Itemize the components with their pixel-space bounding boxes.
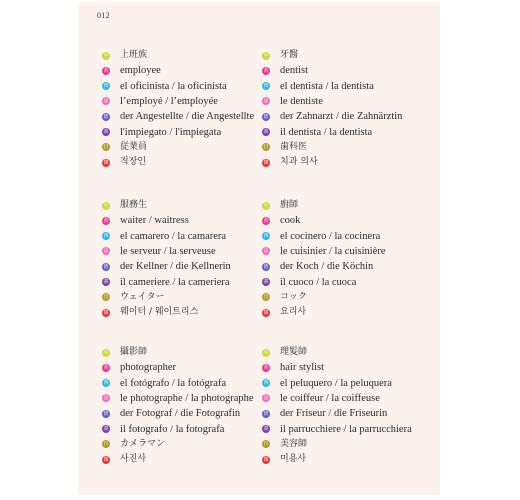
entry-text-en: waiter / waitress	[120, 215, 189, 227]
entry-row-es	[262, 229, 380, 244]
entry-text-zh: 攝影師	[120, 347, 148, 357]
entry-text-fr: le coiffeur / la coiffeuse	[280, 392, 380, 404]
entry-text-fr: le dentiste	[280, 95, 323, 107]
language-badge-zh-icon: 中	[103, 349, 109, 356]
entry-row-zh	[102, 345, 147, 360]
language-badge-zh-icon: 中	[103, 202, 109, 209]
entry-text-en: photographer	[120, 362, 176, 374]
entry-row-de	[102, 109, 254, 124]
entry-text-ko: 사진사	[120, 454, 147, 465]
entry-row-ja	[102, 140, 147, 155]
entry-row-fr	[262, 391, 380, 406]
entry-row-ja	[262, 140, 307, 155]
language-badge-ja-icon: 日	[103, 441, 109, 448]
entry-text-es: el oficinista / la oficinista	[120, 80, 227, 92]
entry-row-zh	[102, 198, 147, 213]
entry-text-zh: 理髮師	[280, 347, 308, 357]
entry-text-ja: コック	[280, 291, 307, 302]
entry-row-fr	[102, 94, 218, 109]
language-badge-ko-icon: 韓	[103, 456, 109, 463]
entry-text-es: el cocinero / la cocinera	[280, 230, 381, 242]
language-badge-ja-icon: 日	[263, 294, 269, 301]
language-badge-en-icon: 英	[263, 67, 269, 74]
entry-row-de	[102, 406, 240, 421]
language-badge-ko-icon: 韓	[263, 159, 269, 166]
language-badge-es-icon: 西	[103, 380, 109, 387]
language-badge-en-icon: 英	[103, 217, 109, 224]
entry-text-fr: le photographe / la photographe	[120, 392, 254, 404]
entry-row-es	[262, 376, 392, 391]
entry-row-en	[262, 213, 300, 228]
language-badge-fr-icon: 法	[103, 395, 109, 402]
entry-text-ko: 직장인	[120, 157, 147, 168]
language-badge-es-icon: 西	[263, 380, 269, 387]
entry-row-en	[262, 360, 324, 375]
entry-row-ko	[102, 155, 146, 170]
entry-row-es	[102, 229, 226, 244]
page-number: 012	[97, 11, 110, 20]
language-badge-zh-icon: 中	[103, 52, 109, 59]
entry-row-it	[102, 422, 224, 437]
language-badge-es-icon: 西	[263, 83, 269, 90]
entry-text-en: dentist	[280, 65, 308, 77]
language-badge-zh-icon: 中	[263, 202, 269, 209]
page-sheet	[78, 2, 440, 495]
entry-text-ko: 치과 의사	[280, 157, 318, 168]
language-badge-fr-icon: 法	[263, 248, 269, 255]
language-badge-ko-icon: 韓	[263, 456, 269, 463]
entry-row-zh	[262, 198, 298, 213]
language-badge-de-icon: 德	[103, 263, 109, 270]
language-badge-ja-icon: 日	[103, 294, 109, 301]
entry-row-it	[102, 275, 230, 290]
entry-text-ja: 美容師	[280, 438, 308, 449]
entry-row-it	[102, 125, 221, 140]
entry-text-zh: 服務生	[120, 200, 148, 210]
entry-text-es: el camarero / la camarera	[120, 230, 227, 242]
entry-row-en	[262, 63, 308, 78]
entry-text-en: employee	[120, 65, 161, 77]
language-badge-zh-icon: 中	[263, 52, 269, 59]
entry-text-en: cook	[280, 215, 301, 227]
language-badge-zh-icon: 中	[263, 349, 269, 356]
entry-row-de	[262, 259, 373, 274]
entry-row-it	[262, 422, 412, 437]
entry-row-de	[262, 406, 387, 421]
entry-row-zh	[262, 48, 298, 63]
language-badge-es-icon: 西	[263, 233, 269, 240]
entry-row-ko	[262, 155, 318, 170]
language-badge-it-icon: 義	[103, 129, 109, 135]
language-badge-fr-icon: 法	[103, 248, 109, 255]
entry-row-ja	[102, 290, 165, 305]
entry-row-fr	[102, 244, 216, 259]
language-badge-ja-icon: 日	[263, 144, 269, 151]
language-badge-it-icon: 義	[103, 279, 109, 285]
language-badge-it-icon: 義	[263, 129, 269, 135]
entry-text-de: der Friseur / die Friseurin	[280, 408, 388, 420]
entry-text-zh: 廚師	[280, 200, 299, 210]
entry-text-de: der Kellner / die Kellnerin	[120, 261, 231, 273]
language-badge-ja-icon: 日	[103, 144, 109, 151]
entry-row-de	[102, 259, 231, 274]
entry-text-fr: l’employé / l’employée	[120, 95, 218, 107]
language-badge-en-icon: 英	[263, 217, 269, 224]
language-badge-it-icon: 義	[103, 426, 109, 432]
language-badge-ko-icon: 韓	[103, 159, 109, 166]
language-badge-es-icon: 西	[103, 83, 109, 90]
entry-text-en: hair stylist	[280, 362, 325, 374]
language-badge-ja-icon: 日	[263, 441, 269, 448]
entry-text-de: der Koch / die Köchin	[280, 261, 374, 273]
entry-text-fr: le cuisinier / la cuisinière	[280, 245, 386, 257]
entry-row-ja	[102, 437, 165, 452]
entry-text-ja: 従業員	[120, 141, 148, 152]
entry-text-ja: カメラマン	[120, 438, 166, 449]
entry-row-zh	[102, 48, 147, 63]
entry-text-de: der Zahnarzt / die Zahnärztin	[280, 111, 403, 123]
entry-row-fr	[102, 391, 254, 406]
language-badge-de-icon: 德	[263, 263, 269, 270]
entry-row-ko	[102, 452, 146, 467]
language-badge-it-icon: 義	[263, 279, 269, 285]
entry-row-fr	[262, 94, 323, 109]
entry-row-es	[262, 79, 374, 94]
entry-text-it: il parrucchiere / la parrucchiera	[280, 423, 412, 435]
entry-text-de: der Angestellte / die Angestellte	[120, 111, 255, 123]
entry-text-es: el dentista / la dentista	[280, 80, 374, 92]
entry-row-de	[262, 109, 402, 124]
language-badge-de-icon: 德	[263, 113, 269, 120]
entry-text-ko: 요리사	[280, 307, 307, 318]
entry-row-es	[102, 376, 226, 391]
entry-row-en	[102, 213, 189, 228]
entry-text-ja: 歯科医	[280, 141, 308, 152]
entry-text-zh: 牙醫	[280, 50, 299, 60]
entry-text-de: der Fotograf / die Fotografin	[120, 408, 241, 420]
language-badge-fr-icon: 法	[263, 395, 269, 402]
entry-row-ja	[262, 437, 307, 452]
language-badge-en-icon: 英	[263, 364, 269, 371]
language-badge-en-icon: 英	[103, 364, 109, 371]
entry-row-zh	[262, 345, 307, 360]
entry-row-it	[262, 125, 372, 140]
language-badge-fr-icon: 法	[263, 98, 269, 105]
language-badge-it-icon: 義	[263, 426, 269, 432]
entry-row-en	[102, 63, 161, 78]
entry-text-zh: 上班族	[120, 50, 148, 60]
language-badge-ko-icon: 韓	[103, 309, 109, 316]
entry-text-it: il fotografo / la fotografa	[120, 423, 225, 435]
entry-row-en	[102, 360, 176, 375]
entry-text-fr: le serveur / la serveuse	[120, 245, 216, 257]
entry-text-it: l'impiegato / l'impiegata	[120, 126, 222, 138]
entry-text-es: el fotógrafo / la fotógrafa	[120, 377, 227, 389]
entry-row-ko	[262, 452, 306, 467]
entry-text-ja: ウェイター	[120, 291, 165, 302]
language-badge-fr-icon: 法	[103, 98, 109, 105]
language-badge-de-icon: 德	[263, 410, 269, 417]
entry-text-ko: 웨이터 / 웨이트리스	[120, 307, 199, 318]
entry-row-ko	[102, 305, 198, 320]
language-badge-ko-icon: 韓	[263, 309, 269, 316]
entry-text-it: il cameriere / la cameriera	[120, 276, 230, 288]
entry-text-ko: 미용사	[280, 454, 307, 465]
entry-row-it	[262, 275, 356, 290]
entry-row-es	[102, 79, 227, 94]
language-badge-en-icon: 英	[103, 67, 109, 74]
language-badge-de-icon: 德	[103, 113, 109, 120]
entry-row-fr	[262, 244, 386, 259]
entry-text-it: il dentista / la dentista	[280, 126, 373, 138]
language-badge-es-icon: 西	[103, 233, 109, 240]
entry-row-ko	[262, 305, 306, 320]
entry-text-es: el peluquero / la peluquera	[280, 377, 392, 389]
entry-text-it: il cuoco / la cuoca	[280, 276, 357, 288]
entry-row-ja	[262, 290, 307, 305]
language-badge-de-icon: 德	[103, 410, 109, 417]
